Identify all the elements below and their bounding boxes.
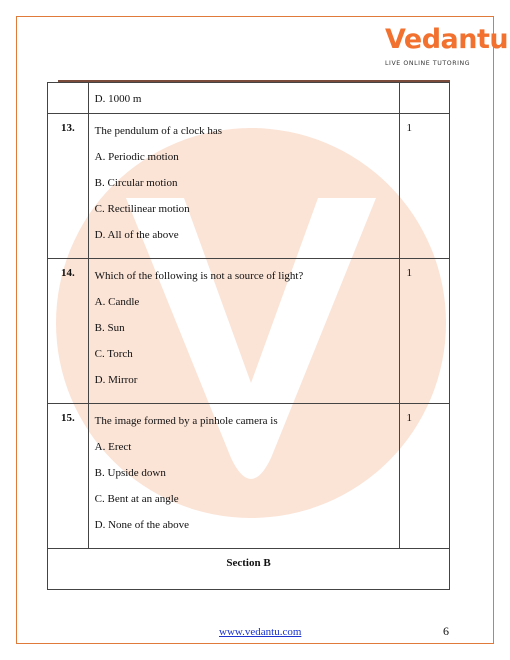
option-a: A. Erect: [94, 441, 132, 453]
question-table: [47, 82, 450, 590]
question-marks: 1: [406, 412, 412, 424]
option-d: D. Mirror: [94, 374, 138, 386]
logo-wordmark: Vedantu: [385, 24, 509, 55]
table-row: [48, 83, 450, 114]
question-row-13: [48, 114, 450, 259]
option-b: B. Circular motion: [94, 177, 178, 189]
option-a: A. Candle: [94, 296, 140, 308]
question-marks: 1: [406, 122, 412, 134]
option-c: C. Rectilinear motion: [94, 203, 190, 215]
option-d: D. None of the above: [94, 519, 190, 531]
question-marks: 1: [406, 267, 412, 279]
question-row-14: [48, 259, 450, 404]
option-text: D. 1000 m: [94, 93, 142, 105]
page-number: 6: [443, 624, 449, 638]
option-c: C. Bent at an angle: [94, 493, 179, 505]
logo-tagline: LIVE ONLINE TUTORING: [385, 60, 471, 67]
question-text: The pendulum of a clock has: [94, 125, 223, 137]
option-a: A. Periodic motion: [94, 151, 179, 163]
question-number: 13.: [60, 122, 75, 134]
question-row-15: [48, 404, 450, 549]
question-number: 14.: [60, 267, 75, 279]
section-row: [48, 549, 450, 590]
question-text: Which of the following is not a source of light?: [94, 270, 304, 282]
option-b: B. Upside down: [94, 467, 166, 479]
question-text: The image formed by a pinhole camera is: [94, 415, 278, 427]
section-heading: Section B: [226, 557, 271, 569]
option-c: C. Torch: [94, 348, 133, 360]
option-b: B. Sun: [94, 322, 125, 334]
marks-cell: [400, 83, 450, 114]
option-d: D. All of the above: [94, 229, 179, 241]
vedantu-logo[interactable]: [385, 24, 509, 74]
body-cell: [88, 83, 400, 114]
footer-website-link[interactable]: www.vedantu.com: [219, 626, 302, 638]
number-cell: [48, 83, 89, 114]
question-number: 15.: [60, 412, 75, 424]
